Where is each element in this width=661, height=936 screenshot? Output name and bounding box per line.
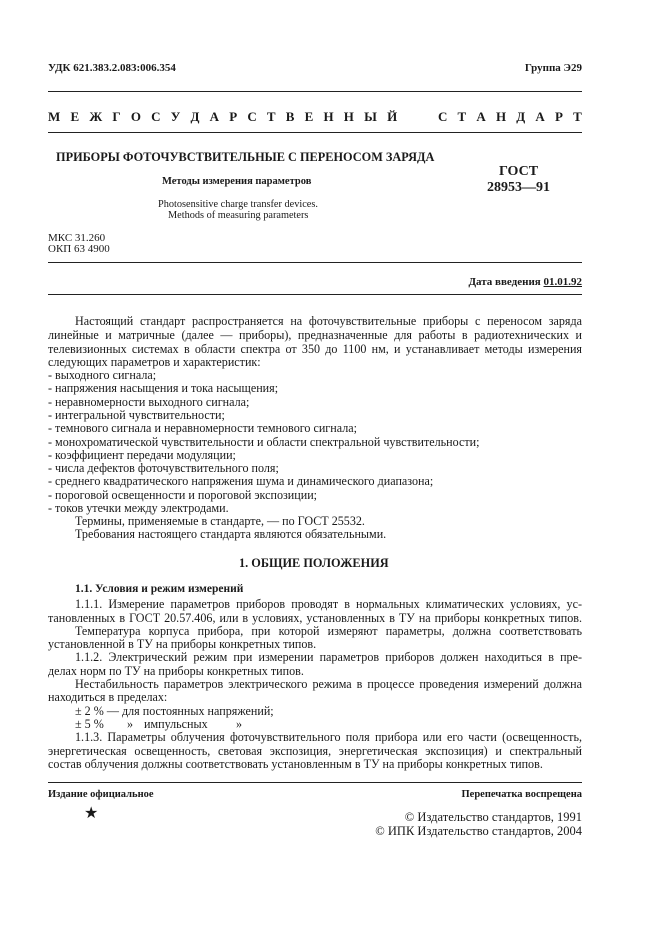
parameter-list-item: - интегральной чувствительности; xyxy=(48,407,225,422)
banner-letter: Н xyxy=(495,109,507,124)
clause-1-1-1b-line1: Температура корпуса прибора, при которой измеряют параметры, должна соответствовать xyxy=(75,624,582,638)
english-title-line2: Methods of measuring parameters xyxy=(168,210,309,221)
udk-code: УДК 621.383.2.083:006.354 xyxy=(48,62,176,74)
tolerance-dc: ± 2 % — для постоянных напряжений; xyxy=(75,704,274,718)
copyright-1991: © Издательство стандартов, 1991 xyxy=(404,810,582,824)
mandatory-note: Требования настоящего стандарта являются обязательными. xyxy=(75,527,387,541)
banner-letter: Г xyxy=(112,109,121,124)
introduction-date-value: 01.01.92 xyxy=(543,276,582,288)
copyright-2004: © ИПК Издательство стандартов, 2004 xyxy=(375,824,582,838)
clause-1-1-2b-line1: Нестабильность параметров электрического режима в процессе проведения измерений должна xyxy=(75,677,582,691)
okp-code: ОКП 63 4900 xyxy=(48,243,110,255)
banner-letter: Е xyxy=(304,109,314,124)
star-icon: ★ xyxy=(84,805,99,822)
clause-1-1-3-line1: 1.1.3. Параметры облучения фоточувствительного поля прибора или его части (освещенность, xyxy=(75,730,582,744)
introduction-date xyxy=(468,276,582,288)
intro-paragraph-line1: Настоящий стандарт распространяется на фоточувствительные приборы с переносом заряда xyxy=(75,314,582,328)
parameter-list-item: - коэффициент передачи модуляции; xyxy=(48,447,236,462)
tolerance-pulse-value: ± 5 % xyxy=(75,717,104,731)
clause-1-1-1-line2: тановленных в ГОСТ 20.57.406, или в условиях, установленных в ТУ на приборы конкретных типов. xyxy=(48,611,582,625)
banner-letter: Н xyxy=(343,109,354,124)
banner-letter: А xyxy=(535,109,545,124)
footer-rule xyxy=(48,782,582,783)
parameter-list-item: - неравномерности выходного сигнала; xyxy=(48,394,250,409)
clause-1-1-2-line2: делах норм по ТУ на приборы конкретных типов. xyxy=(48,664,304,678)
banner-letter: Й xyxy=(387,109,398,124)
banner-letter: С xyxy=(247,109,257,124)
intro-paragraph-line3: телевизионных системах в области спектра от 350 до 1100 нм, и устанавливает методы измерения xyxy=(48,342,582,356)
banner-letter: Р xyxy=(229,109,238,124)
terms-reference: Термины, применяемые в стандарте, — по ГОСТ 25532. xyxy=(75,514,365,528)
clause-1-1-1-line1: 1.1.1. Измерение параметров приборов проводят в нормальных климатических условиях, ус- xyxy=(75,597,582,611)
gost-number: 28953—91 xyxy=(487,180,550,195)
gost-label: ГОСТ xyxy=(499,164,539,179)
mks-code: МКС 31.260 xyxy=(48,232,106,244)
english-title-line1: Photosensitive charge transfer devices. xyxy=(158,199,318,210)
document-title: ПРИБОРЫ ФОТОЧУВСТВИТЕЛЬНЫЕ С ПЕРЕНОСОМ ЗАРЯДА xyxy=(56,150,435,164)
clause-1-1-3-line3: состав облучения должны соответствовать установленным в ТУ на приборы конкретных типов. xyxy=(48,757,543,771)
group-code: Группа Э29 xyxy=(524,62,582,74)
banner-letter: Т xyxy=(266,109,276,124)
banner-letter: А xyxy=(209,109,219,124)
intro-date-rule xyxy=(48,294,582,295)
clause-1-1-3-line2: энергетическая освещенность, световая экспозиция, энергетическая экспозиция) и спектральный xyxy=(48,744,582,758)
banner-letter: Р xyxy=(554,109,563,124)
banner-letter: Н xyxy=(323,109,334,124)
banner-letter: У xyxy=(170,109,181,124)
parameter-list-item: - токов утечки между электродами. xyxy=(48,501,229,515)
reprint-notice: Перепечатка воспрещена xyxy=(461,789,582,800)
interstate-standard-banner xyxy=(48,109,582,125)
ditto-mark-1: » xyxy=(127,717,134,731)
banner-letter: В xyxy=(285,109,295,124)
parameter-list-item: - напряжения насыщения и тока насыщения; xyxy=(48,381,279,396)
banner-letter: М xyxy=(48,109,61,124)
banner-letter: О xyxy=(130,109,141,124)
parameter-list-item: - пороговой освещенности и пороговой экспозиции; xyxy=(48,487,318,502)
subsection-heading: 1.1. Условия и режим измерений xyxy=(75,583,244,595)
ditto-mark-2: » xyxy=(236,717,243,731)
banner-letter: Ы xyxy=(364,109,377,124)
banner-letter: А xyxy=(476,109,486,124)
document-subtitle: Методы измерения параметров xyxy=(162,176,312,187)
parameter-list-item: - числа дефектов фоточувствительного поля; xyxy=(48,461,279,476)
banner-letter: Е xyxy=(70,109,80,124)
banner-letter: Д xyxy=(190,109,200,124)
banner-letter: С xyxy=(151,109,161,124)
banner-letter: С xyxy=(437,109,448,124)
title-block-rule xyxy=(48,262,582,263)
banner-rule xyxy=(48,132,582,133)
intro-paragraph-line4: следующих параметров и характеристик: xyxy=(48,355,261,369)
banner-letter: Д xyxy=(516,109,526,124)
banner-letter: Ж xyxy=(89,109,103,124)
section-heading: 1. ОБЩИЕ ПОЛОЖЕНИЯ xyxy=(239,556,389,570)
banner-letter: Т xyxy=(457,109,467,124)
intro-paragraph-line2: линейные и матричные (далее — приборы), предназначенные для работы в радиотехнических и xyxy=(48,328,582,342)
banner-letter: Т xyxy=(573,109,582,124)
top-rule xyxy=(48,91,582,92)
tolerance-pulse-label: импульсных xyxy=(144,717,208,731)
parameter-list-item: - темнового сигнала и неравномерности темнового сигнала; xyxy=(48,421,357,436)
official-edition: Издание официальное xyxy=(48,789,154,800)
clause-1-1-2b-line2: находиться в пределах: xyxy=(48,690,168,704)
parameter-list-item: - монохроматической чувствительности и области спектральной чувствительности; xyxy=(48,434,480,449)
clause-1-1-1b-line2: установленной в ТУ на приборы конкретных типов. xyxy=(48,637,317,651)
parameter-list-item: - выходного сигнала; xyxy=(48,368,157,382)
clause-1-1-2-line1: 1.1.2. Электрический режим при измерении параметров приборов должен находиться в пре- xyxy=(75,650,582,664)
introduction-date-label: Дата введения xyxy=(468,276,541,288)
parameter-list-item: - среднего квадратического напряжения шума и динамического диапазона; xyxy=(48,474,434,489)
